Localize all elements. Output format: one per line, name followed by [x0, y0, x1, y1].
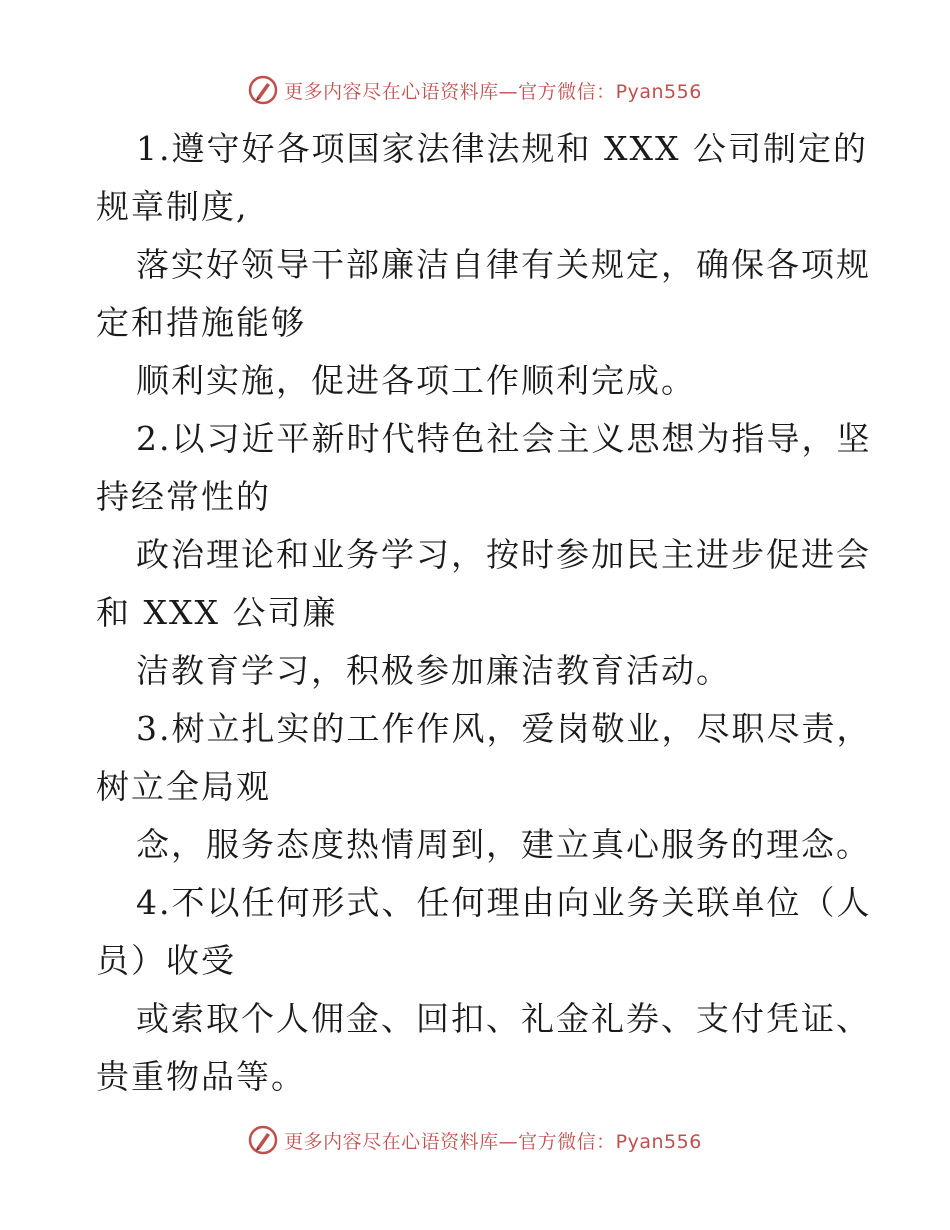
text-line: 顺利实施，促进各项工作顺利完成。	[136, 361, 696, 400]
text-line: 树立全局观	[96, 767, 271, 806]
text-line: 念，服务态度热情周到，建立真心服务的理念。	[136, 825, 871, 864]
watermark-text: 更多内容尽在心语资料库—官方微信：Pyan556	[284, 1130, 702, 1153]
text-line: 贵重物品等。	[96, 1057, 306, 1096]
text-line: 或索取个人佣金、回扣、礼金礼券、支付凭证、	[136, 999, 871, 1038]
text-line: 落实好领导干部廉洁自律有关规定，确保各项规	[136, 245, 871, 284]
text-line: 和 XXX 公司廉	[96, 593, 338, 632]
text-line: 持经常性的	[96, 477, 271, 516]
footer-watermark	[0, 1120, 950, 1160]
text-line: 3.树立扎实的工作作风，爱岗敬业，尽职尽责，	[136, 709, 872, 748]
header-watermark	[0, 70, 950, 110]
text-line: 1.遵守好各项国家法律法规和 XXX 公司制定的	[136, 129, 868, 168]
text-line: 政治理论和业务学习，按时参加民主进步促进会	[136, 535, 871, 574]
document-body	[96, 120, 872, 1106]
pen-logo-icon	[248, 1125, 278, 1155]
text-line: 洁教育学习，积极参加廉洁教育活动。	[136, 651, 731, 690]
text-line: 定和措施能够	[96, 303, 306, 342]
text-line: 4.不以任何形式、任何理由向业务关联单位（人	[136, 883, 872, 922]
text-line: 员）收受	[96, 941, 236, 980]
text-line: 2.以习近平新时代特色社会主义思想为指导，坚	[136, 419, 872, 458]
pen-logo-icon	[248, 75, 278, 105]
watermark-text: 更多内容尽在心语资料库—官方微信：Pyan556	[284, 80, 702, 103]
text-line: 规章制度,	[96, 187, 249, 226]
